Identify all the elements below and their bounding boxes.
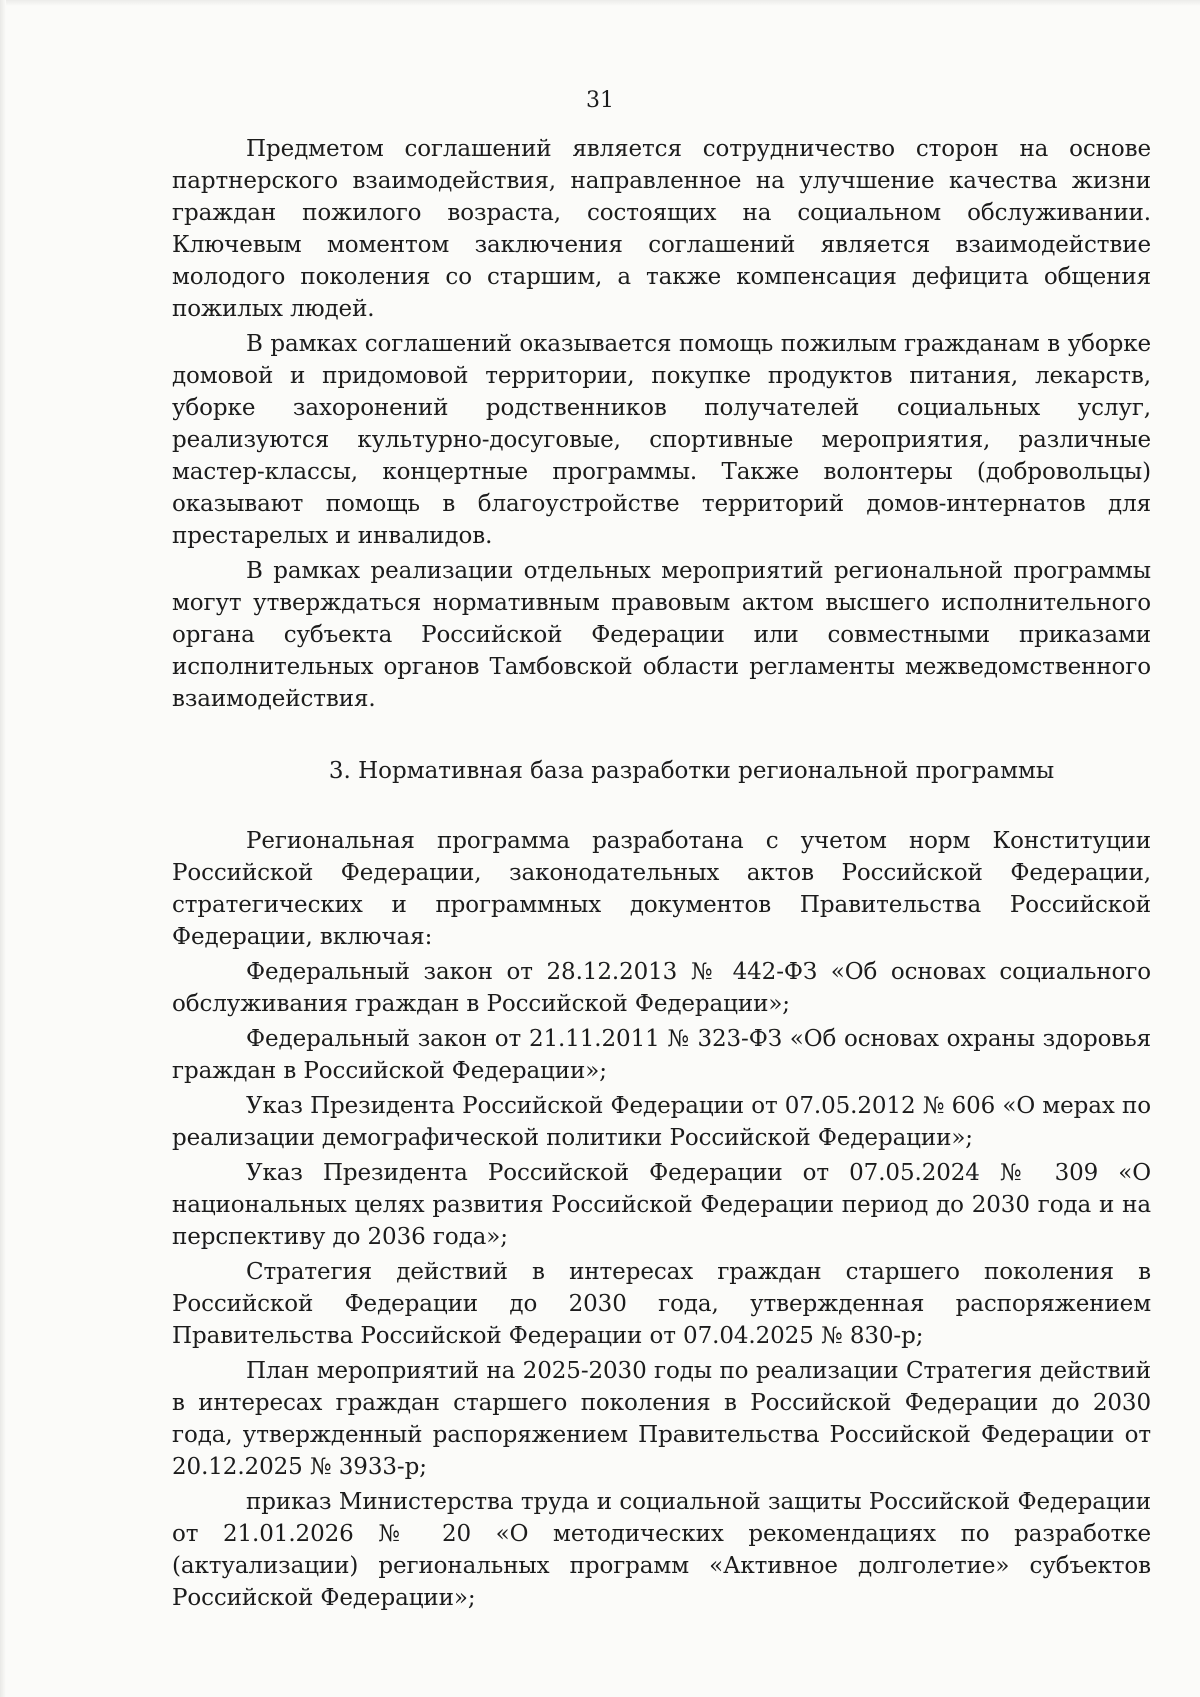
list-item-order-20: приказ Министерства труда и социальной защиты Российской Федерации от 21.01.2026 № 20 «О методических рекомендациях по разработке (актуализации) региональных программ «Активное долголетие» субъектов Российской Федерации»; [172,1489,1151,1611]
paragraph-normative-intro: Региональная программа разработана с учетом норм Конституции Российской Федерации, законодательных актов Российской Федерации, стратегических и программных документов Правительства Российской Федерации, включая: [172,828,1151,950]
scan-shadow-top [0,0,1200,6]
list-item-decree-606: Указ Президента Российской Федерации от 07.05.2012 № 606 «О мерах по реализации демографической политики Российской Федерации»; [172,1093,1151,1151]
scan-shadow-left [0,0,6,1697]
section-title: 3. Нормативная база разработки региональной программы [328,758,1055,784]
document-body [172,133,1151,1617]
list-item-law-442: Федеральный закон от 28.12.2013 № 442-ФЗ «Об основах социального обслуживания граждан в Российской Федерации»; [172,959,1151,1017]
list-item-strategy-830: Стратегия действий в интересах граждан старшего поколения в Российской Федерации до 2030 года, утвержденная распоряжением Правительства Российской Федерации от 07.04.2025 № 830-р; [172,1259,1151,1349]
paragraph-agreements-help: В рамках соглашений оказывается помощь пожилым гражданам в уборке домовой и придомовой территории, покупке продуктов питания, лекарств, уборке захоронений родственников получателей социальных услуг, реализуются культурно-досуговые, спортивные мероприятия, различные мастер-классы, концертные программы. Также волонтеры (добровольцы) оказывают помощь в благоустройстве территорий домов-интернатов для престарелых и инвалидов. [172,331,1151,549]
page-number: 31 [586,88,614,113]
paragraph-agreements-subject: Предметом соглашений является сотрудничество сторон на основе партнерского взаимодействия, направленное на улучшение качества жизни граждан пожилого возраста, состоящих на социальном обслуживании. Ключевым моментом заключения соглашений является взаимодействие молодого поколения со старшим, а также компенсация дефицита общения пожилых людей. [172,136,1151,322]
list-item-decree-309: Указ Президента Российской Федерации от 07.05.2024 № 309 «О национальных целях развития Российской Федерации период до 2030 года и на перспективу до 2036 года»; [172,1160,1151,1250]
paragraph-regulations: В рамках реализации отдельных мероприятий региональной программы могут утверждаться нормативным правовым актом высшего исполнительного органа субъекта Российской Федерации или совместными приказами исполнительных органов Тамбовской области регламенты межведомственного взаимодействия. [172,558,1151,712]
list-item-plan-3933: План мероприятий на 2025-2030 годы по реализации Стратегия действий в интересах граждан старшего поколения в Российской Федерации до 2030 года, утвержденный распоряжением Правительства Российской Федерации от 20.12.2025 № 3933-р; [172,1358,1151,1480]
list-item-law-323: Федеральный закон от 21.11.2011 № 323-ФЗ «Об основах охраны здоровья граждан в Российской Федерации»; [172,1026,1151,1084]
